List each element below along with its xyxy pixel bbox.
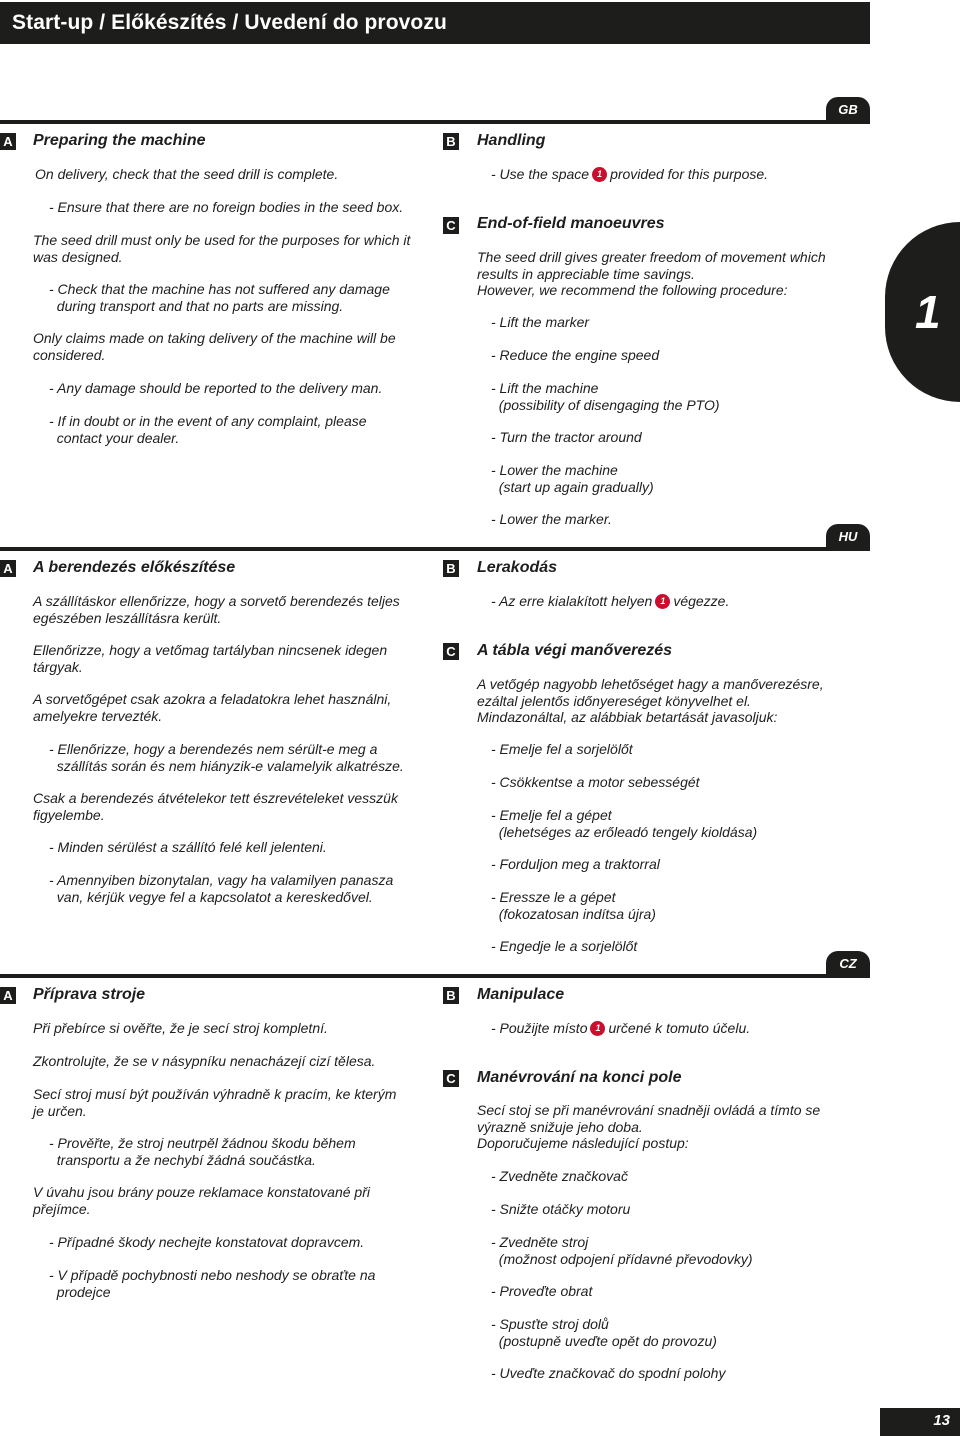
paragraph: Zkontrolujte, že se v násypníku nenacházejí cizí tělesa.: [33, 1053, 376, 1069]
chapter-number: 1: [915, 286, 941, 338]
number-1-badge-icon: 1: [655, 594, 670, 609]
marker-c: C: [443, 643, 459, 660]
section-title-end-of-field: End-of-field manoeuvres: [477, 215, 665, 232]
list-item: - Zvedněte značkovač: [491, 1168, 628, 1184]
list-item: - Uveďte značkovač do spodní polohy: [491, 1365, 726, 1381]
list-item: - Případné škody nechejte konstatovat dopravcem.: [49, 1234, 365, 1250]
paragraph: A szállításkor ellenőrizze, hogy a sorvető berendezés teljes egészében leszállításra került.: [33, 593, 400, 626]
paragraph: On delivery, check that the seed drill is complete.: [35, 166, 339, 182]
marker-c: C: [443, 1070, 459, 1087]
list-item: - Lift the machine (possibility of disengaging the PTO): [491, 380, 720, 413]
page-title: Start-up / Előkészítés / Uvedení do provozu: [12, 11, 447, 34]
lang-tab-hu: HU: [826, 524, 870, 550]
section-title-handling: Handling: [477, 132, 546, 149]
marker-a: A: [0, 133, 16, 150]
lang-tab-cz: CZ: [826, 951, 870, 977]
paragraph: The seed drill must only be used for the purposes for which it was designed.: [33, 232, 411, 265]
list-item: - Prověřte, že stroj neutrpěl žádnou škodu během transportu a že nechybí žádná součástka.: [49, 1135, 356, 1168]
section-title-manipulace: Manipulace: [477, 986, 565, 1003]
section-title-manevrovani: Manévrování na konci pole: [477, 1069, 682, 1086]
list-item: - Eressze le a gépet (fokozatosan indítsa újra): [491, 889, 656, 922]
list-item: - Použijte místo 1 určené k tomuto účelu.: [491, 1020, 751, 1036]
list-item: - Az erre kialakított helyen 1 végezze.: [491, 593, 730, 609]
paragraph: A sorvetőgépet csak azokra a feladatokra lehet használni, amelyekre tervezték.: [33, 691, 392, 724]
list-item: - Amennyiben bizonytalan, vagy ha valamilyen panasza van, kérjük vegye fel a kapcsolatot a kereskedővel.: [49, 872, 394, 905]
list-item: - Snižte otáčky motoru: [491, 1201, 631, 1217]
list-item: - Emelje fel a gépet (lehetséges az erőleadó tengely kioldása): [491, 807, 758, 840]
number-1-badge-icon: 1: [590, 1021, 605, 1036]
page-number-box: [880, 1408, 960, 1436]
list-item: - Zvedněte stroj (možnost odpojení přídavné převodovky): [491, 1234, 753, 1267]
list-item: - Engedje le a sorjelölőt: [491, 938, 638, 954]
list-item: - Turn the tractor around: [491, 429, 642, 445]
list-item: - Ellenőrizze, hogy a berendezés nem sérült-e meg a szállítás során és nem hiányzik-e valamelyik alkatrésze.: [49, 741, 404, 774]
list-item: - Forduljon meg a traktorral: [491, 856, 660, 872]
list-item: - Check that the machine has not suffered any damage during transport and that no parts are missing.: [49, 281, 390, 314]
list-item: - Use the space 1 provided for this purpose.: [491, 166, 769, 182]
number-1-badge-icon: 1: [592, 167, 607, 182]
section-title-preparing: Preparing the machine: [33, 132, 206, 149]
paragraph: Csak a berendezés átvételekor tett észrevételeket vesszük figyelembe.: [33, 790, 398, 823]
marker-a: A: [0, 987, 16, 1004]
marker-b: B: [443, 560, 459, 577]
page-number: 13: [933, 1412, 950, 1429]
list-item: - Csökkentse a motor sebességét: [491, 774, 700, 790]
marker-a: A: [0, 560, 16, 577]
section-title-tabla-vegi: A tábla végi manőverezés: [477, 642, 673, 659]
paragraph: Secí stoj se při manévrování snadněji ovládá a tímto se výrazně snižuje jeho doba. Doporučujeme následující postup:: [477, 1102, 821, 1151]
section-title-lerakodas: Lerakodás: [477, 559, 558, 576]
section-rule-hu: [0, 547, 870, 551]
paragraph: Při přebírce si ověřte, že je secí stroj kompletní.: [33, 1020, 328, 1036]
list-item: - Lift the marker: [491, 314, 590, 330]
paragraph: Secí stroj musí být používán výhradně k pracím, ke kterým je určen.: [33, 1086, 397, 1119]
list-item: - Any damage should be reported to the delivery man.: [49, 380, 383, 396]
paragraph: Only claims made on taking delivery of the machine will be considered.: [33, 330, 396, 363]
section-rule-gb: [0, 120, 870, 124]
section-title-priprava: Příprava stroje: [33, 986, 146, 1003]
marker-b: B: [443, 987, 459, 1004]
list-item: - Emelje fel a sorjelölőt: [491, 741, 633, 757]
section-rule-cz: [0, 974, 870, 978]
list-item: - Proveďte obrat: [491, 1283, 593, 1299]
paragraph: V úvahu jsou brány pouze reklamace konstatované při přejímce.: [33, 1184, 370, 1217]
section-title-berendezes: A berendezés előkészítése: [33, 559, 236, 576]
marker-b: B: [443, 133, 459, 150]
list-item: - Minden sérülést a szállító felé kell jelenteni.: [49, 839, 327, 855]
paragraph: The seed drill gives greater freedom of movement which results in appreciable time savings. However, we recommend the following procedure:: [477, 249, 826, 298]
lang-tab-gb: GB: [826, 97, 870, 123]
paragraph: Ellenőrizze, hogy a vetőmag tartályban nincsenek idegen tárgyak.: [33, 642, 388, 675]
list-item: - V případě pochybnosti nebo neshody se obraťte na prodejce: [49, 1267, 376, 1300]
list-item: - Spusťte stroj dolů (postupně uveďte opět do provozu): [491, 1316, 717, 1349]
list-item: - Lower the marker.: [491, 511, 612, 527]
marker-c: C: [443, 217, 459, 234]
list-item: - Lower the machine (start up again gradually): [491, 462, 654, 495]
list-item: - Reduce the engine speed: [491, 347, 660, 363]
paragraph: A vetőgép nagyobb lehetőséget hagy a manőverezésre, ezáltal jelentős időnyereséget könyvelhet el. Mindazonáltal, az alábbiak betartását javasoljuk:: [477, 676, 824, 725]
header-bar: [0, 2, 870, 44]
list-item: - If in doubt or in the event of any complaint, please contact your dealer.: [49, 413, 367, 446]
list-item: - Ensure that there are no foreign bodies in the seed box.: [49, 199, 404, 215]
